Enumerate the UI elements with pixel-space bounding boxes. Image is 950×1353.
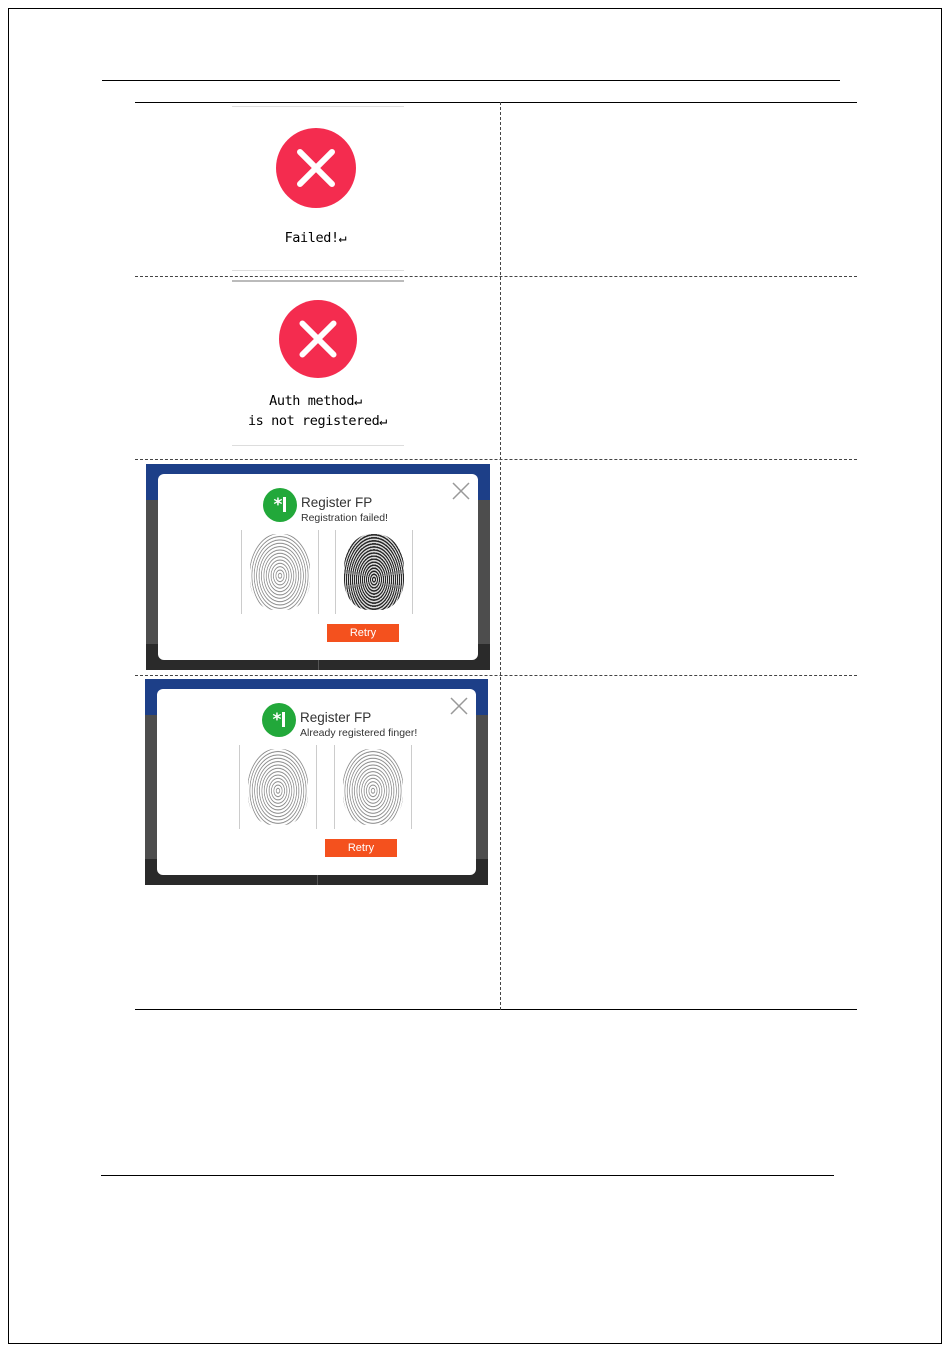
fingerprint-scan-2	[335, 530, 413, 614]
device-screen-already-registered	[145, 679, 488, 885]
image-edge	[232, 106, 404, 107]
fingerprint-scan-1	[239, 745, 317, 829]
column-divider	[500, 102, 501, 1010]
close-icon[interactable]	[448, 695, 470, 717]
dialog-title: Register FP	[301, 495, 373, 510]
error-x-icon	[276, 128, 356, 208]
lcd-message: Failed!↵	[284, 230, 347, 246]
lcd-message-line-2: is not registered↵	[247, 413, 388, 429]
fingerprint-scan-1	[241, 530, 319, 614]
fingerprint-scan-2	[334, 745, 412, 829]
register-fp-dialog	[157, 689, 476, 875]
dialog-message: Already registered finger!	[300, 727, 418, 739]
retry-button[interactable]: Retry	[325, 839, 397, 857]
image-edge	[232, 270, 404, 271]
fingerprint-app-icon: *	[263, 488, 297, 522]
header-rule	[102, 80, 840, 81]
dialog-title: Register FP	[300, 710, 372, 725]
row-divider	[135, 459, 857, 460]
image-edge	[232, 445, 404, 446]
table-bottom-border	[135, 1009, 857, 1010]
error-x-icon	[279, 300, 357, 378]
row-auth-not-registered-image	[135, 277, 500, 459]
row-failed-image	[135, 102, 500, 276]
retry-button[interactable]: Retry	[327, 624, 399, 642]
close-icon[interactable]	[450, 480, 472, 502]
screen-table	[135, 102, 857, 1010]
footer-rule	[101, 1175, 834, 1176]
fingerprint-app-icon: *	[262, 703, 296, 737]
device-screen-registration-failed	[146, 464, 490, 670]
row-divider	[135, 675, 857, 676]
dialog-message: Registration failed!	[301, 512, 388, 524]
image-edge	[232, 280, 404, 282]
register-fp-dialog	[158, 474, 478, 660]
lcd-message-line-1: Auth method↵	[269, 393, 362, 409]
